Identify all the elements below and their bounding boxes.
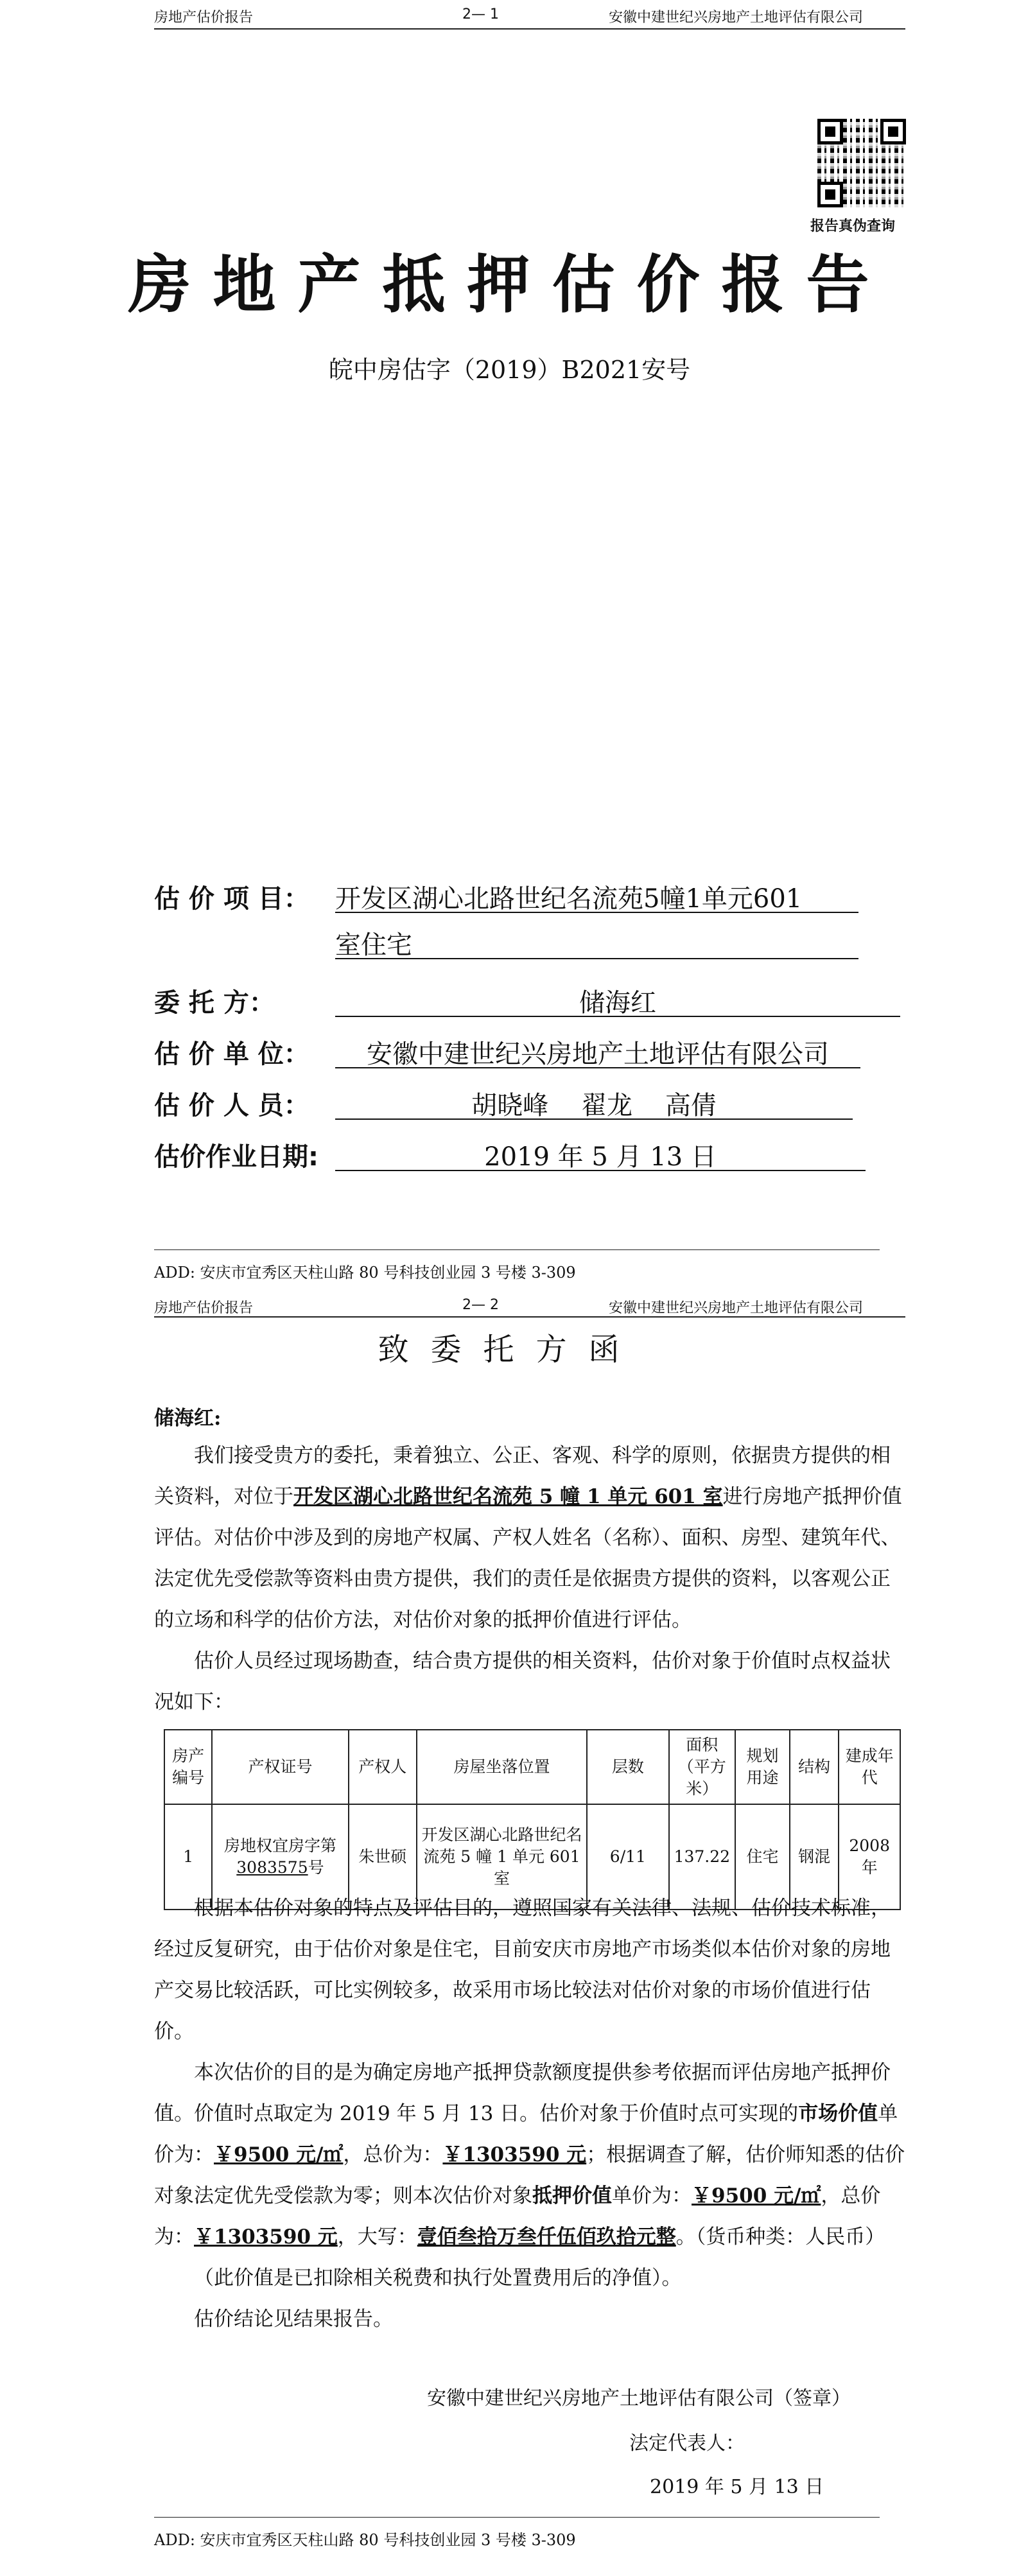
cell-area: 137.22 <box>669 1804 735 1910</box>
column-header: 结构 <box>790 1730 839 1804</box>
page-number: 2— 2 <box>462 1297 499 1313</box>
property-address: 开发区湖心北路世纪名流苑 5 幢 1 单元 601 室 <box>293 1485 723 1508</box>
underline <box>335 1170 866 1171</box>
project-value-line1: 开发区湖心北路世纪名流苑5幢1单元601 <box>335 884 803 914</box>
qr-finder-icon <box>817 119 843 144</box>
underline <box>335 958 858 959</box>
client-value: 储海红 <box>579 988 656 1018</box>
text-span: 单价为： <box>154 2102 898 2166</box>
text-span: 房地权宜房字第 <box>223 1836 336 1855</box>
column-header: 层数 <box>587 1730 668 1804</box>
date-label: 估价作业日期: <box>154 1142 318 1172</box>
text-span: ；根据调查了解，估价师知悉的估价对象法定优先受偿款为零；则本次估价对象 <box>154 2143 905 2207</box>
text-span: 单价为： <box>612 2184 692 2207</box>
qr-finder-icon <box>880 119 906 144</box>
document-number: 皖中房估字（2019）B2021安号 <box>328 356 691 384</box>
column-header: 产权人 <box>349 1730 417 1804</box>
total-price-uppercase: 壹佰叁拾万叁仟伍佰玖拾元整 <box>417 2225 676 2249</box>
staff-label: 估 价 人 员： <box>154 1091 309 1120</box>
cell-floors: 6/11 <box>587 1804 668 1910</box>
text-span: 进行房地产抵押价值评估。对估价中涉及到的房地产权属、产权人姓名（名称）、面积、房型、建筑年代、法定优先受偿款等资料由贵方提供，我们的责任是依据贵方提供的资料，以客观公正的立场和科学的估价方法，对估价对象的抵押价值进行评估。 <box>154 1485 902 1632</box>
underline <box>335 912 858 913</box>
mortgage-value-label: 抵押价值 <box>532 2184 612 2207</box>
paragraph: 估价人员经过现场勘查，结合贵方提供的相关资料，估价对象于价值时点权益状况如下： <box>154 1649 891 1714</box>
column-header: 房屋坐落位置 <box>417 1730 587 1804</box>
cell-year: 2008 年 <box>839 1804 900 1910</box>
letter-body-2 <box>154 1888 905 2340</box>
project-label: 估 价 项 目： <box>154 884 309 914</box>
signature-date: 2019 年 5 月 13 日 <box>650 2476 824 2498</box>
qr-caption: 报告真伪查询 <box>810 218 896 234</box>
project-value-line2: 室住宅 <box>335 930 412 960</box>
cell-location: 开发区湖心北路世纪名流苑 5 幢 1 单元 601 室 <box>417 1804 587 1910</box>
market-value-label: 市场价值 <box>798 2102 878 2125</box>
page-header-left: 房地产估价报告 <box>154 1300 254 1316</box>
qr-code-icon[interactable] <box>817 119 906 207</box>
header-rule <box>154 28 905 30</box>
underline <box>335 1067 860 1068</box>
cert-number: 3083575 <box>236 1858 308 1877</box>
signature-company: 安徽中建世纪兴房地产土地评估有限公司（签章） <box>427 2387 851 2410</box>
text-span: 我们接受贵方的委托，秉着独立、公正、客观、科学的原则，依据贵方提供的相关资料，对位于 <box>154 1444 891 1508</box>
cell-structure: 钢混 <box>790 1804 839 1910</box>
page-header-right: 安徽中建世纪兴房地产土地评估有限公司 <box>609 10 864 26</box>
cell-no: 1 <box>164 1804 212 1910</box>
page-header-right: 安徽中建世纪兴房地产土地评估有限公司 <box>609 1300 864 1316</box>
underline <box>335 1016 900 1017</box>
date-value: 2019 年 5 月 13 日 <box>484 1142 717 1172</box>
text-span: ，大写： <box>337 2225 417 2249</box>
text-span: ，总价为： <box>154 2184 881 2249</box>
mortgage-unit-price: ￥9500 元/㎡ <box>692 2184 821 2207</box>
column-header: 建成年代 <box>839 1730 900 1804</box>
salutation: 储海红: <box>154 1407 222 1430</box>
page-header-left: 房地产估价报告 <box>154 10 254 26</box>
footer-rule <box>154 2517 880 2518</box>
text-span: 本次估价的目的是为确定房地产抵押贷款额度提供参考依据而评估房地产抵押价值。价值时点取定为 2019 年 5 月 13 日。估价对象于价值时点可实现的 <box>154 2061 891 2125</box>
paragraph <box>154 2052 905 2258</box>
market-total-price: ￥1303590 元 <box>442 2143 587 2166</box>
column-header: 房产编号 <box>164 1730 212 1804</box>
mortgage-total-price: ￥1303590 元 <box>194 2225 338 2249</box>
property-table <box>164 1729 901 1910</box>
cell-owner: 朱世硕 <box>349 1804 417 1910</box>
footer-address: ADD: 安庆市宜秀区天柱山路 80 号科技创业园 3 号楼 3-309 <box>154 1264 576 1282</box>
unit-label: 估 价 单 位： <box>154 1040 309 1069</box>
paragraph: （此价值是已扣除相关税费和执行处置费用后的净值）。 <box>194 2267 682 2290</box>
market-unit-price: ￥9500 元/㎡ <box>214 2143 344 2166</box>
column-header: 产权证号 <box>212 1730 348 1804</box>
paragraph <box>154 1435 905 1640</box>
underline <box>335 1118 853 1120</box>
text-span: ，总价为： <box>343 2143 443 2166</box>
table-header-row <box>164 1730 900 1804</box>
paragraph: 估价结论见结果报告。 <box>194 2308 393 2331</box>
staff-value: 胡晓峰 翟龙 高倩 <box>471 1091 717 1120</box>
page-number: 2— 1 <box>462 6 499 22</box>
report-title: 房地产抵押估价报告 <box>128 248 891 322</box>
paragraph: 根据本估价对象的特点及评估目的，遵照国家有关法律、法规、估价技术标准，经过反复研究，由于估价对象是住宅，目前安庆市房地产市场类似本估价对象的房地产交易比较活跃，可比实例较多，故采用市场比较法对估价对象的市场价值进行估价。 <box>154 1897 891 2043</box>
column-header: 面积（平方米） <box>669 1730 735 1804</box>
unit-value: 安徽中建世纪兴房地产土地评估有限公司 <box>367 1040 829 1069</box>
signature-representative: 法定代表人： <box>629 2432 745 2455</box>
text-span: 号 <box>308 1858 324 1877</box>
letter-body-1 <box>154 1435 905 1723</box>
text-span: 。（货币种类：人民币） <box>675 2225 885 2249</box>
footer-address: ADD: 安庆市宜秀区天柱山路 80 号科技创业园 3 号楼 3-309 <box>154 2531 576 2549</box>
cell-usage: 住宅 <box>735 1804 790 1910</box>
column-header: 规划用途 <box>735 1730 790 1804</box>
qr-finder-icon <box>817 182 843 207</box>
client-label: 委 托 方： <box>154 988 275 1018</box>
letter-title: 致委托方函 <box>378 1332 641 1368</box>
footer-rule <box>154 1249 880 1250</box>
header-rule <box>154 1316 905 1318</box>
